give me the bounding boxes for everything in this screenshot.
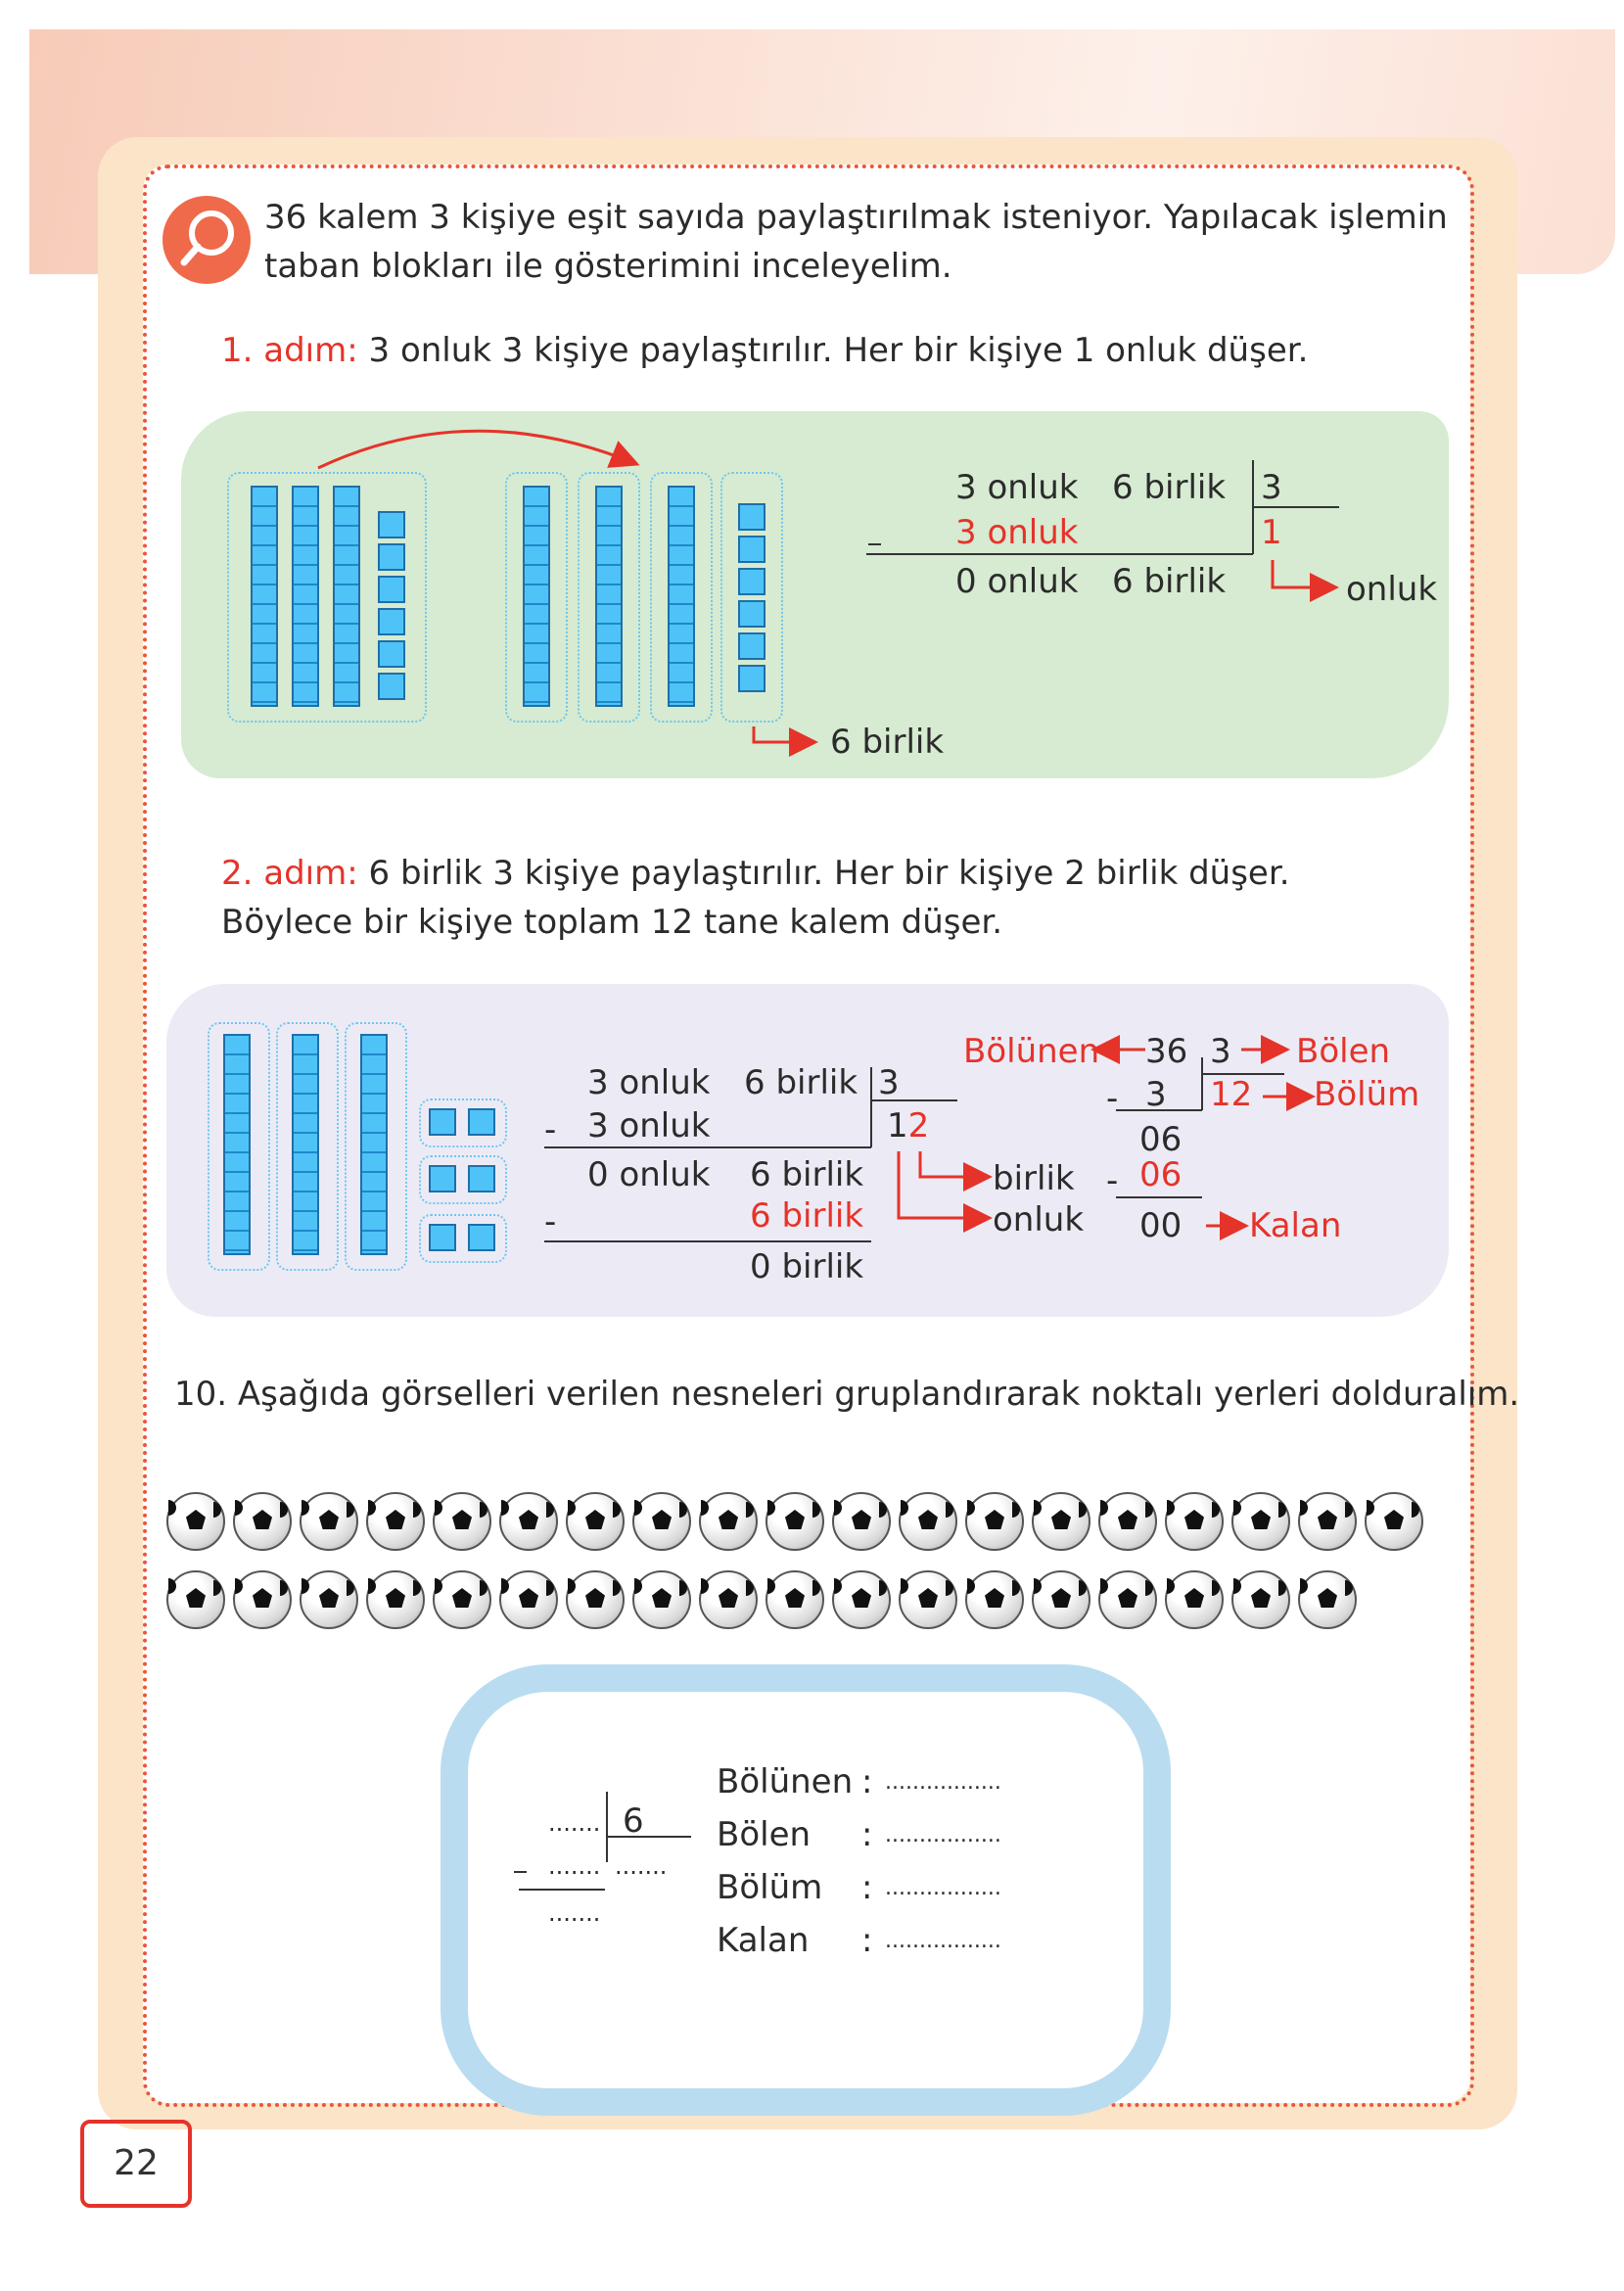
term-bolen: Bölen	[1296, 1032, 1391, 1071]
s2-r3b: 6 birlik	[750, 1155, 864, 1194]
fill-kalan[interactable]: .................	[885, 1929, 1001, 1953]
s2-arrow1: birlik	[993, 1159, 1075, 1198]
label-bolunen: Bölünen	[717, 1762, 854, 1801]
s1-r1b: 6 birlik	[1112, 468, 1227, 507]
blank-dividend[interactable]: .......	[548, 1809, 601, 1837]
term-bolunen: Bölünen	[963, 1032, 1100, 1071]
s2-q2: 2	[907, 1106, 930, 1146]
s2-r4: 6 birlik	[750, 1196, 864, 1236]
fill-bolum[interactable]: .................	[885, 1876, 1001, 1900]
s1-r3a: 0 onluk	[955, 562, 1079, 601]
term-minus-2: -	[1106, 1161, 1119, 1200]
term-bolum: Bölüm	[1314, 1075, 1420, 1114]
colon: :	[861, 1762, 873, 1801]
fill-bolen[interactable]: .................	[885, 1823, 1001, 1847]
blank-remainder[interactable]: .......	[548, 1899, 601, 1927]
answer-divisor: 6	[623, 1801, 644, 1841]
fill-bolunen[interactable]: .................	[885, 1770, 1001, 1795]
step2-text: 6 birlik 3 kişiye paylaştırılır. Her bir kişiye 2 birlik düşer.	[368, 854, 1290, 893]
term-quotient: 12	[1210, 1075, 1253, 1114]
s1-divisor: 3	[1261, 468, 1282, 507]
term-r2: 00	[1139, 1206, 1183, 1245]
s2-minus-2: -	[544, 1202, 557, 1241]
intro-line-1: 36 kalem 3 kişiye eşit sayıda paylaştırılmak isteniyor. Yapılacak işlemin	[264, 198, 1448, 237]
s2-divisor: 3	[878, 1063, 900, 1102]
term-minus-3: 3	[1145, 1075, 1167, 1114]
blank-quotient[interactable]: .......	[615, 1852, 668, 1880]
term-divisor: 3	[1210, 1032, 1231, 1071]
s2-r5: 0 birlik	[750, 1247, 864, 1286]
page-number: 22	[80, 2120, 192, 2208]
term-minus-1: -	[1106, 1079, 1119, 1118]
step2-line-2: Böylece bir kişiye toplam 12 tane kalem düşer.	[221, 903, 1003, 942]
term-kalan: Kalan	[1249, 1206, 1342, 1245]
s2-arrow2: onluk	[993, 1200, 1085, 1239]
colon: :	[861, 1815, 873, 1854]
s1-r2: 3 onluk	[955, 513, 1079, 552]
s2-q1: 1	[887, 1106, 908, 1146]
step1-label: 1. adım:	[221, 331, 358, 370]
s1-birlik-label: 6 birlik	[830, 723, 945, 762]
s1-arrow-label: onluk	[1346, 570, 1438, 609]
intro-line-2: taban blokları ile gösterimini inceleyelim.	[264, 247, 952, 286]
label-bolum: Bölüm	[717, 1868, 823, 1907]
step1-text: 3 onluk 3 kişiye paylaştırılır. Her bir kişiye 1 onluk düşer.	[368, 331, 1309, 370]
label-kalan: Kalan	[717, 1921, 810, 1960]
label-bolen: Bölen	[717, 1815, 812, 1854]
step2-label: 2. adım:	[221, 854, 358, 893]
colon: :	[861, 1921, 873, 1960]
term-minus-06: 06	[1139, 1155, 1183, 1194]
term-r1: 06	[1139, 1120, 1183, 1159]
s1-quotient: 1	[1261, 513, 1282, 552]
s2-minus-1: -	[544, 1110, 557, 1149]
s2-r3a: 0 onluk	[587, 1155, 711, 1194]
s2-r1a: 3 onluk	[587, 1063, 711, 1102]
exercise-text: 10. Aşağıda görselleri verilen nesneleri gruplandırarak noktalı yerleri dolduralım.	[174, 1375, 1520, 1414]
s1-r3b: 6 birlik	[1112, 562, 1227, 601]
s1-r1a: 3 onluk	[955, 468, 1079, 507]
s2-r2: 3 onluk	[587, 1106, 711, 1146]
colon: :	[861, 1868, 873, 1907]
blank-subtract[interactable]: .......	[548, 1852, 601, 1880]
term-dividend: 36	[1145, 1032, 1188, 1071]
s2-r1b: 6 birlik	[744, 1063, 858, 1102]
